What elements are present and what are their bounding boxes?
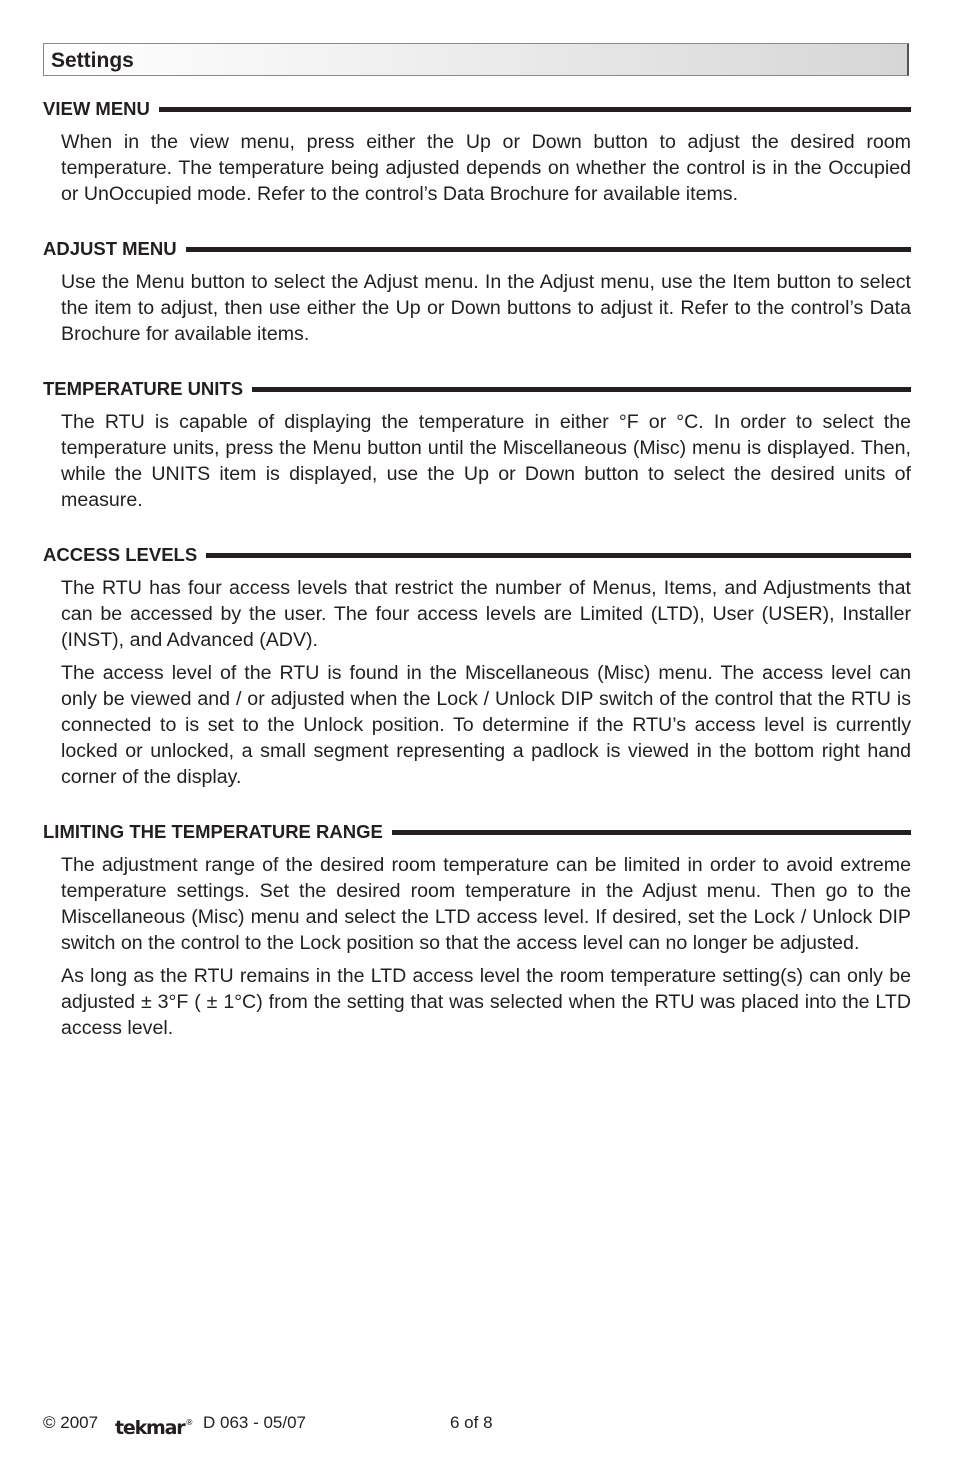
registered-mark: ® [185, 1418, 194, 1427]
paragraph: Use the Menu button to select the Adjust menu. In the Adjust menu, use the Item button to select the item to adjust, then use either the Up or Down buttons to adjust it. Refer to the control’s Data Brochure for available items. [61, 271, 911, 345]
paragraph: The RTU is capable of displaying the temperature in either °F or °C. In order to select the temperature units, press the Menu button until the Miscellaneous (Misc) menu is displayed. Then, while the UNITS item is displayed, use the Up or Down button to select the desired units of measure. [61, 411, 911, 511]
section-title: ACCESS LEVELS [43, 544, 198, 565]
heading-rule [186, 247, 911, 252]
footer-copyright: © 2007 [43, 1413, 99, 1432]
section-limiting-temperature-range [43, 819, 911, 1041]
section-view-menu [43, 96, 911, 207]
logo-text: tekmar [115, 1417, 185, 1439]
section-adjust-menu [43, 236, 911, 347]
page-title: Settings [51, 49, 134, 72]
section-heading [43, 236, 911, 262]
paragraph: The adjustment range of the desired room temperature can be limited in order to avoid extreme temperature settings. Set the desired room temperature in the Adjust menu. Then go to the Miscellaneous (Misc) menu and select the LTD access level. If desired, set the Lock / Unlock DIP switch on the control to the Lock position so that the access level can no longer be adjusted. [61, 854, 911, 954]
page-footer [43, 1410, 523, 1439]
heading-rule [252, 387, 911, 392]
section-temperature-units [43, 376, 911, 513]
paragraph: When in the view menu, press either the Up or Down button to adjust the desired room temperature. The temperature being adjusted depends on whether the control is in the Occupied or UnOccupied mode. Refer to the control’s Data Brochure for available items. [61, 131, 911, 205]
section-heading [43, 376, 911, 402]
section-heading [43, 542, 911, 568]
heading-rule [206, 553, 911, 558]
section-heading [43, 96, 911, 122]
section-title: LIMITING THE TEMPERATURE RANGE [43, 821, 383, 842]
tekmar-logo [115, 1410, 193, 1441]
paragraph: The access level of the RTU is found in the Miscellaneous (Misc) menu. The access level can only be viewed and / or adjusted when the Lock / Unlock DIP switch of the control that the RTU is connected to is set to the Unlock position. To determine if the RTU’s access level is currently locked or unlocked, a small segment representing a padlock is viewed in the bottom right hand corner of the display. [61, 662, 911, 788]
section-title: ADJUST MENU [43, 238, 177, 259]
page-number: 6 of 8 [450, 1413, 493, 1432]
section-heading [43, 819, 911, 845]
paragraph: As long as the RTU remains in the LTD access level the room temperature setting(s) can only be adjusted ± 3°F ( ± 1°C) from the setting that was selected when the RTU was placed into the LTD access level. [61, 965, 911, 1039]
page-header [43, 43, 909, 76]
section-access-levels [43, 542, 911, 790]
document-number: D 063 - 05/07 [203, 1413, 307, 1432]
heading-rule [159, 107, 911, 112]
document-body [43, 96, 911, 1070]
section-title: VIEW MENU [43, 98, 150, 119]
section-title: TEMPERATURE UNITS [43, 378, 244, 399]
paragraph: The RTU has four access levels that restrict the number of Menus, Items, and Adjustments that can be accessed by the user. The four access levels are Limited (LTD), User (USER), Installer (INST), and Advanced (ADV). [61, 577, 911, 651]
heading-rule [392, 830, 911, 835]
